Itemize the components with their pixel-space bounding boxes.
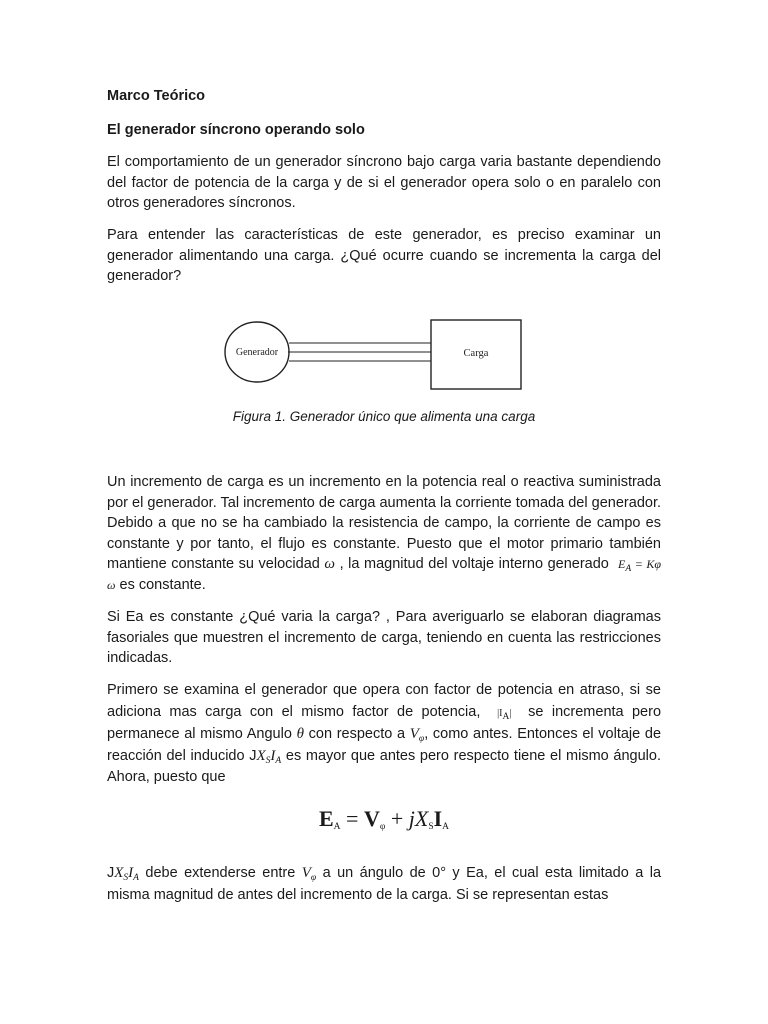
paragraph-3-text2: , la magnitud del voltaje interno generado xyxy=(339,556,609,572)
paragraph-5: Primero se examina el generador que opera con factor de potencia en atraso, si se adiciona mas carga con el mismo factor de potencia, $|I_A|$ se incrementa pero permanece al mismo Angulo θ con respecto a $V_\varphi$, como antes. Entonces el voltaje de reacción del inducido $JX_SI_A$ es mayor que antes pero respecto tiene el mismo ángulo. Ahora, puesto que xyxy=(107,682,662,785)
paragraph-6: $JX_SI_A$ debe extenderse entre $V_\varphi$ a un ángulo de 0° y Ea, el cual esta limitado a la misma magnitud de antes del incremento de la carga. Si se representan estas xyxy=(107,865,662,903)
paragraph-3 xyxy=(107,472,661,595)
v-phi-symbol: $V_\varphi$ xyxy=(409,726,425,744)
equation-ea: $E_A = V_\varphi + jX_SI_A$ xyxy=(318,806,450,832)
section-title: Marco Teórico xyxy=(107,88,206,104)
load-label: Carga xyxy=(463,348,489,359)
paragraph-3-text3: es constante. xyxy=(115,576,206,593)
figure-generator-load-diagram xyxy=(222,314,522,396)
paragraph-2: Para entender las características de este generador, es preciso examinar un generador alimentando una carga. ¿Qué ocurre cuando se incrementa la carga del generador? xyxy=(107,227,661,284)
ia-symbol: $|I_A|$ xyxy=(497,707,512,722)
figure-caption: Figura 1. Generador único que alimenta una carga xyxy=(232,409,536,424)
omega-symbol: ω xyxy=(324,556,335,572)
paragraph-3-text: Un incremento de carga es un incremento en la potencia real o reactiva suministrada por el generador. Tal incremento de carga aumenta la corriente tomada del generador. Debido a que no se ha cambiado la resistencia de campo, la corriente de campo es constante y por tanto, el flujo es constante. Puesto que el motor primario también mantiene constante su velocidad xyxy=(107,474,661,572)
ia-symbol-2: $I_A$ xyxy=(270,747,282,766)
generator-label: Generador xyxy=(235,347,279,358)
xs-symbol: $X_S$ xyxy=(256,747,271,766)
subsection-title: El generador síncrono operando solo xyxy=(107,122,365,138)
paragraph-1: El comportamiento de un generador síncrono bajo carga varia bastante dependiendo del factor de potencia de la carga y de si el generador opera solo o en paralelo con otros generadores síncronos. xyxy=(107,154,661,211)
theta-symbol: θ xyxy=(296,726,304,742)
paragraph-4: Si Ea es constante ¿Qué varia la carga? , Para averiguarlo se elaboran diagramas fasoriales que muestren el incremento de carga, teniendo en cuenta las restricciones indicadas. xyxy=(107,609,661,666)
formula-ea: $E_A = K\varphi$ ω xyxy=(107,557,661,592)
